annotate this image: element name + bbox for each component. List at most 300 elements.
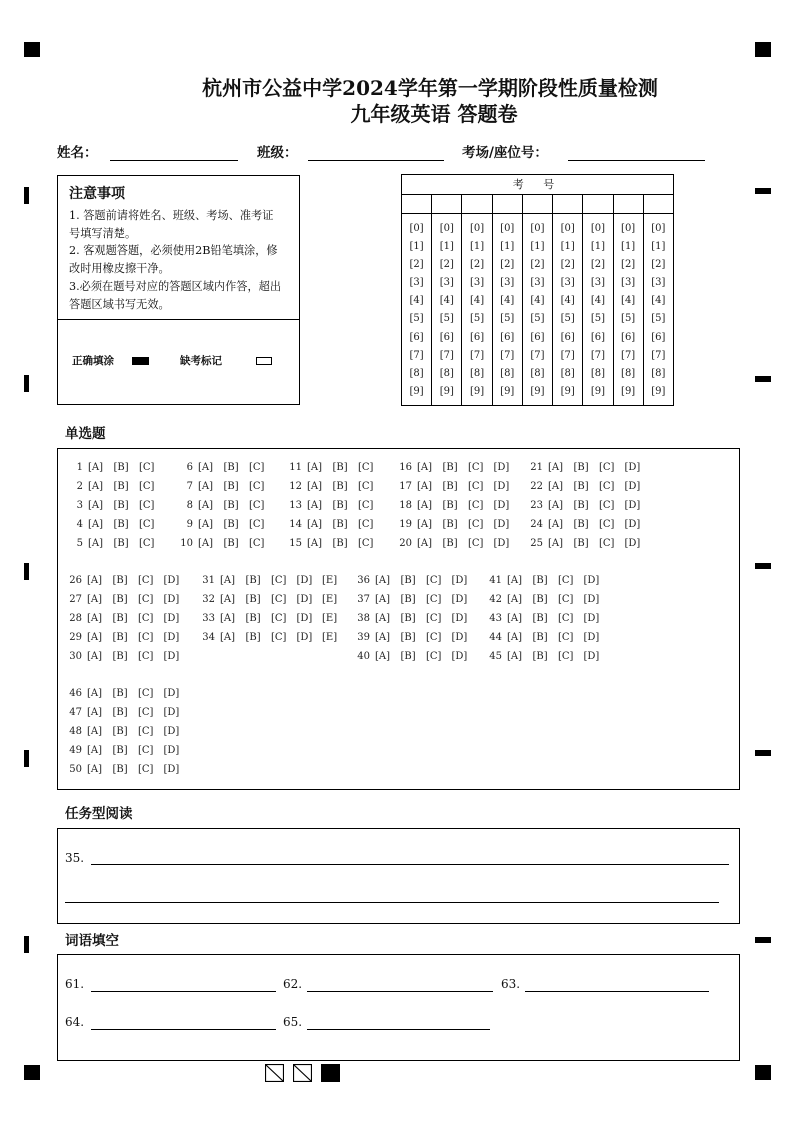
option-bubble-d[interactable]: [D] (451, 650, 468, 662)
digit-bubble[interactable]: [2] (530, 259, 545, 271)
option-bubble-c[interactable]: [C] (249, 518, 265, 530)
option-bubble-b[interactable]: [B] (573, 537, 589, 549)
digit-bubble[interactable]: [8] (621, 367, 636, 379)
option-bubble-b[interactable]: [B] (223, 537, 239, 549)
digit-bubble[interactable]: [4] (590, 295, 605, 307)
digit-bubble[interactable]: [0] (590, 223, 605, 234)
option-bubble-b[interactable]: [B] (400, 574, 416, 586)
option-bubble-b[interactable]: [B] (112, 744, 128, 756)
digit-bubble[interactable]: [6] (560, 331, 575, 343)
digit-bubble[interactable]: [4] (560, 295, 575, 307)
digit-bubble[interactable]: [7] (590, 349, 605, 361)
option-bubble-b[interactable]: [B] (112, 687, 128, 699)
option-bubble-a[interactable]: [A] (548, 537, 564, 549)
option-bubble-a[interactable]: [A] (548, 499, 564, 511)
option-bubble-c[interactable]: [C] (358, 537, 374, 549)
digit-bubble[interactable]: [5] (469, 313, 485, 325)
digit-bubble[interactable]: [2] (651, 259, 666, 271)
option-bubble-a[interactable]: [A] (548, 480, 564, 492)
option-bubble-a[interactable]: [A] (198, 537, 214, 549)
option-bubble-b[interactable]: [B] (332, 518, 348, 530)
option-bubble-b[interactable]: [B] (112, 725, 128, 737)
option-bubble-a[interactable]: [A] (307, 537, 323, 549)
option-bubble-a[interactable]: [A] (87, 650, 103, 662)
option-bubble-c[interactable]: [C] (468, 537, 484, 549)
option-bubble-a[interactable]: [A] (87, 706, 103, 718)
option-bubble-b[interactable]: [B] (112, 612, 128, 624)
exam-number-entry-cell[interactable] (553, 195, 582, 214)
option-bubble-c[interactable]: [C] (599, 499, 615, 511)
option-bubble-b[interactable]: [B] (112, 763, 128, 775)
class-field[interactable] (308, 142, 444, 161)
digit-bubble[interactable]: [3] (439, 277, 454, 289)
option-bubble-c[interactable]: [C] (139, 499, 155, 511)
digit-bubble[interactable]: [0] (651, 223, 666, 234)
option-bubble-b[interactable]: [B] (532, 574, 548, 586)
option-bubble-d[interactable]: [D] (583, 612, 600, 624)
digit-bubble[interactable]: [5] (590, 313, 605, 325)
option-bubble-c[interactable]: [C] (426, 631, 442, 643)
absent-mark-box[interactable] (256, 357, 272, 365)
option-bubble-c[interactable]: [C] (139, 518, 155, 530)
digit-bubble[interactable]: [3] (621, 277, 636, 289)
digit-bubble[interactable]: [8] (560, 367, 575, 379)
option-bubble-d[interactable]: [D] (624, 499, 641, 511)
option-bubble-d[interactable]: [D] (493, 518, 510, 530)
digit-bubble[interactable]: [7] (409, 349, 424, 361)
digit-bubble[interactable]: [1] (530, 241, 545, 253)
option-bubble-a[interactable]: [A] (220, 612, 236, 624)
name-field[interactable] (110, 142, 238, 161)
option-bubble-a[interactable]: [A] (307, 499, 323, 511)
option-bubble-a[interactable]: [A] (548, 461, 564, 473)
option-bubble-a[interactable]: [A] (87, 612, 103, 624)
option-bubble-b[interactable]: [B] (245, 593, 261, 605)
option-bubble-c[interactable]: [C] (426, 574, 442, 586)
option-bubble-c[interactable]: [C] (138, 763, 154, 775)
option-bubble-c[interactable]: [C] (139, 480, 155, 492)
digit-bubble[interactable]: [3] (590, 277, 605, 289)
option-bubble-d[interactable]: [D] (296, 593, 313, 605)
option-bubble-a[interactable]: [A] (220, 593, 236, 605)
digit-bubble[interactable]: [5] (621, 313, 636, 325)
digit-bubble[interactable]: [6] (500, 331, 515, 343)
option-bubble-c[interactable]: [C] (558, 574, 574, 586)
option-bubble-c[interactable]: [C] (558, 612, 574, 624)
digit-bubble[interactable]: [8] (469, 367, 485, 379)
digit-bubble[interactable]: [3] (651, 277, 666, 289)
option-bubble-c[interactable]: [C] (468, 480, 484, 492)
digit-bubble[interactable]: [0] (560, 223, 575, 234)
digit-bubble[interactable]: [4] (621, 295, 636, 307)
digit-bubble[interactable]: [6] (409, 331, 424, 343)
answer-line-65[interactable] (307, 1013, 490, 1030)
option-bubble-c[interactable]: [C] (138, 650, 154, 662)
digit-bubble[interactable]: [1] (621, 241, 636, 253)
digit-bubble[interactable]: [0] (621, 223, 636, 234)
digit-bubble[interactable]: [3] (530, 277, 545, 289)
option-bubble-c[interactable]: [C] (599, 480, 615, 492)
option-bubble-a[interactable]: [A] (507, 574, 523, 586)
option-bubble-c[interactable]: [C] (249, 480, 265, 492)
digit-bubble[interactable]: [8] (500, 367, 515, 379)
answer-line-63[interactable] (525, 975, 709, 992)
option-bubble-b[interactable]: [B] (223, 461, 239, 473)
option-bubble-b[interactable]: [B] (400, 631, 416, 643)
option-bubble-a[interactable]: [A] (88, 461, 104, 473)
digit-bubble[interactable]: [1] (500, 241, 515, 253)
option-bubble-c[interactable]: [C] (138, 687, 154, 699)
option-bubble-c[interactable]: [C] (558, 650, 574, 662)
answer-line-62[interactable] (307, 975, 493, 992)
option-bubble-a[interactable]: [A] (375, 612, 391, 624)
option-bubble-c[interactable]: [C] (358, 499, 374, 511)
option-bubble-a[interactable]: [A] (507, 631, 523, 643)
exam-number-entry-cell[interactable] (583, 195, 612, 214)
option-bubble-a[interactable]: [A] (220, 631, 236, 643)
answer-line-35[interactable] (91, 848, 729, 865)
option-bubble-a[interactable]: [A] (507, 593, 523, 605)
option-bubble-b[interactable]: [B] (112, 593, 128, 605)
option-bubble-c[interactable]: [C] (599, 461, 615, 473)
option-bubble-b[interactable]: [B] (332, 537, 348, 549)
digit-bubble[interactable]: [7] (621, 349, 636, 361)
option-bubble-a[interactable]: [A] (375, 631, 391, 643)
option-bubble-a[interactable]: [A] (88, 518, 104, 530)
option-bubble-d[interactable]: [D] (583, 631, 600, 643)
digit-bubble[interactable]: [9] (560, 385, 575, 397)
digit-bubble[interactable]: [2] (469, 259, 485, 271)
option-bubble-d[interactable]: [D] (163, 725, 180, 737)
answer-line-61[interactable] (91, 975, 276, 992)
option-bubble-d[interactable]: [D] (451, 593, 468, 605)
option-bubble-d[interactable]: [D] (451, 574, 468, 586)
option-bubble-a[interactable]: [A] (87, 725, 103, 737)
option-bubble-a[interactable]: [A] (198, 499, 214, 511)
digit-bubble[interactable]: [1] (409, 241, 424, 253)
digit-bubble[interactable]: [1] (651, 241, 666, 253)
option-bubble-c[interactable]: [C] (426, 650, 442, 662)
digit-bubble[interactable]: [5] (439, 313, 454, 325)
digit-bubble[interactable]: [9] (469, 385, 485, 397)
digit-bubble[interactable]: [8] (439, 367, 454, 379)
option-bubble-b[interactable]: [B] (532, 612, 548, 624)
digit-bubble[interactable]: [7] (500, 349, 515, 361)
option-bubble-b[interactable]: [B] (223, 499, 239, 511)
option-bubble-c[interactable]: [C] (138, 593, 154, 605)
option-bubble-a[interactable]: [A] (198, 461, 214, 473)
option-bubble-c[interactable]: [C] (468, 499, 484, 511)
option-bubble-a[interactable]: [A] (198, 480, 214, 492)
option-bubble-c[interactable]: [C] (249, 537, 265, 549)
digit-bubble[interactable]: [8] (590, 367, 605, 379)
digit-bubble[interactable]: [1] (560, 241, 575, 253)
option-bubble-c[interactable]: [C] (138, 612, 154, 624)
option-bubble-a[interactable]: [A] (417, 518, 433, 530)
option-bubble-c[interactable]: [C] (138, 574, 154, 586)
option-bubble-c[interactable]: [C] (271, 574, 287, 586)
digit-bubble[interactable]: [0] (500, 223, 515, 234)
digit-bubble[interactable]: [4] (651, 295, 666, 307)
option-bubble-d[interactable]: [D] (163, 612, 180, 624)
digit-bubble[interactable]: [1] (469, 241, 485, 253)
option-bubble-b[interactable]: [B] (442, 537, 458, 549)
exam-number-entry-cell[interactable] (644, 195, 673, 214)
option-bubble-a[interactable]: [A] (375, 593, 391, 605)
option-bubble-a[interactable]: [A] (375, 650, 391, 662)
option-bubble-d[interactable]: [D] (451, 631, 468, 643)
option-bubble-c[interactable]: [C] (138, 706, 154, 718)
digit-bubble[interactable]: [6] (651, 331, 666, 343)
digit-bubble[interactable]: [5] (409, 313, 424, 325)
digit-bubble[interactable]: [6] (530, 331, 545, 343)
option-bubble-a[interactable]: [A] (375, 574, 391, 586)
option-bubble-b[interactable]: [B] (112, 574, 128, 586)
question-28 (69, 609, 189, 628)
option-bubble-b[interactable]: [B] (113, 537, 129, 549)
digit-bubble[interactable]: [2] (409, 259, 424, 271)
digit-bubble[interactable]: [2] (500, 259, 515, 271)
answer-line-35-continued[interactable] (65, 886, 719, 903)
digit-bubble[interactable]: [6] (590, 331, 605, 343)
digit-bubble[interactable]: [6] (469, 331, 485, 343)
option-bubble-a[interactable]: [A] (87, 763, 103, 775)
option-bubble-b[interactable]: [B] (400, 650, 416, 662)
option-bubble-d[interactable]: [D] (493, 461, 510, 473)
digit-bubble[interactable]: [3] (500, 277, 515, 289)
digit-bubble[interactable]: [7] (530, 349, 545, 361)
option-bubble-a[interactable]: [A] (417, 499, 433, 511)
option-bubble-b[interactable]: [B] (245, 612, 261, 624)
option-bubble-c[interactable]: [C] (271, 631, 287, 643)
exam-number-entry-cell[interactable] (614, 195, 643, 214)
option-bubble-c[interactable]: [C] (358, 461, 374, 473)
option-bubble-b[interactable]: [B] (442, 461, 458, 473)
option-bubble-b[interactable]: [B] (223, 518, 239, 530)
option-bubble-e[interactable]: [E] (322, 593, 338, 605)
option-bubble-b[interactable]: [B] (442, 480, 458, 492)
option-bubble-d[interactable]: [D] (493, 480, 510, 492)
option-bubble-d[interactable]: [D] (163, 687, 180, 699)
exam-number-entry-cell[interactable] (432, 195, 461, 214)
option-bubble-d[interactable]: [D] (163, 631, 180, 643)
option-bubble-d[interactable]: [D] (493, 499, 510, 511)
option-bubble-b[interactable]: [B] (113, 461, 129, 473)
option-bubble-c[interactable]: [C] (249, 499, 265, 511)
exam-number-entry-cell[interactable] (523, 195, 552, 214)
option-bubble-a[interactable]: [A] (417, 537, 433, 549)
option-bubble-a[interactable]: [A] (417, 461, 433, 473)
digit-bubble[interactable]: [0] (439, 223, 454, 234)
option-bubble-a[interactable]: [A] (87, 631, 103, 643)
option-bubble-a[interactable]: [A] (307, 461, 323, 473)
option-bubble-d[interactable]: [D] (624, 537, 641, 549)
option-bubble-a[interactable]: [A] (88, 499, 104, 511)
digit-bubble[interactable]: [5] (560, 313, 575, 325)
option-bubble-b[interactable]: [B] (573, 518, 589, 530)
option-bubble-c[interactable]: [C] (138, 744, 154, 756)
option-bubble-a[interactable]: [A] (198, 518, 214, 530)
digit-bubble[interactable]: [9] (439, 385, 454, 397)
option-bubble-c[interactable]: [C] (249, 461, 265, 473)
digit-bubble[interactable]: [4] (469, 295, 485, 307)
option-bubble-b[interactable]: [B] (400, 612, 416, 624)
option-bubble-d[interactable]: [D] (493, 537, 510, 549)
option-bubble-d[interactable]: [D] (583, 593, 600, 605)
option-bubble-a[interactable]: [A] (307, 518, 323, 530)
option-bubble-d[interactable]: [D] (163, 744, 180, 756)
option-bubble-a[interactable]: [A] (507, 612, 523, 624)
option-bubble-b[interactable]: [B] (332, 480, 348, 492)
option-bubble-d[interactable]: [D] (163, 763, 180, 775)
digit-bubble[interactable]: [4] (409, 295, 424, 307)
digit-bubble[interactable]: [0] (409, 223, 424, 234)
option-bubble-c[interactable]: [C] (139, 537, 155, 549)
exam-number-entry-cell[interactable] (462, 195, 491, 214)
digit-bubble[interactable]: [1] (590, 241, 605, 253)
digit-bubble[interactable]: [7] (560, 349, 575, 361)
digit-bubble[interactable]: [4] (530, 295, 545, 307)
question-number: 3 (76, 499, 83, 511)
option-bubble-c[interactable]: [C] (599, 537, 615, 549)
digit-bubble[interactable]: [2] (621, 259, 636, 271)
option-bubble-b[interactable]: [B] (113, 480, 129, 492)
option-bubble-b[interactable]: [B] (400, 593, 416, 605)
option-bubble-c[interactable]: [C] (599, 518, 615, 530)
option-bubble-c[interactable]: [C] (426, 593, 442, 605)
digit-bubble[interactable]: [0] (530, 223, 545, 234)
option-bubble-d[interactable]: [D] (451, 612, 468, 624)
option-bubble-a[interactable]: [A] (507, 650, 523, 662)
option-bubble-e[interactable]: [E] (322, 574, 338, 586)
exam-number-entry-cell[interactable] (402, 195, 431, 214)
digit-bubble[interactable]: [1] (439, 241, 454, 253)
digit-bubble[interactable]: [4] (500, 295, 515, 307)
option-bubble-a[interactable]: [A] (87, 593, 103, 605)
option-bubble-d[interactable]: [D] (624, 518, 641, 530)
option-bubble-c[interactable]: [C] (358, 480, 374, 492)
digit-bubble[interactable]: [9] (651, 385, 666, 397)
option-bubble-d[interactable]: [D] (296, 574, 313, 586)
option-bubble-c[interactable]: [C] (558, 593, 574, 605)
option-bubble-e[interactable]: [E] (322, 612, 338, 624)
digit-bubble[interactable]: [5] (530, 313, 545, 325)
option-bubble-b[interactable]: [B] (442, 518, 458, 530)
notice-title: 注意事项 (69, 186, 125, 202)
digit-bubble[interactable]: [3] (409, 277, 424, 289)
option-bubble-c[interactable]: [C] (271, 612, 287, 624)
digit-bubble[interactable]: [9] (409, 385, 424, 397)
option-bubble-b[interactable]: [B] (112, 706, 128, 718)
option-bubble-b[interactable]: [B] (112, 631, 128, 643)
digit-bubble[interactable]: [7] (439, 349, 454, 361)
digit-bubble[interactable]: [3] (469, 277, 485, 289)
option-bubble-d[interactable]: [D] (583, 574, 600, 586)
question-number: 45 (489, 650, 502, 662)
digit-bubble[interactable]: [8] (651, 367, 666, 379)
seat-field[interactable] (568, 142, 705, 161)
option-bubble-d[interactable]: [D] (624, 480, 641, 492)
exam-number-entry-cell[interactable] (493, 195, 522, 214)
option-bubble-b[interactable]: [B] (223, 480, 239, 492)
digit-bubble[interactable]: [8] (530, 367, 545, 379)
option-bubble-b[interactable]: [B] (532, 650, 548, 662)
digit-bubble[interactable]: [2] (439, 259, 454, 271)
option-bubble-b[interactable]: [B] (532, 631, 548, 643)
option-bubble-b[interactable]: [B] (573, 461, 589, 473)
digit-bubble[interactable]: [5] (651, 313, 666, 325)
digit-bubble[interactable]: [9] (500, 385, 515, 397)
option-bubble-b[interactable]: [B] (332, 499, 348, 511)
option-bubble-b[interactable]: [B] (573, 499, 589, 511)
option-bubble-d[interactable]: [D] (163, 574, 180, 586)
digit-bubble[interactable]: [0] (469, 223, 485, 234)
option-bubble-a[interactable]: [A] (88, 480, 104, 492)
option-bubble-a[interactable]: [A] (87, 574, 103, 586)
option-bubble-c[interactable]: [C] (558, 631, 574, 643)
option-bubble-a[interactable]: [A] (220, 574, 236, 586)
option-bubble-b[interactable]: [B] (245, 631, 261, 643)
digit-bubble[interactable]: [7] (651, 349, 666, 361)
digit-bubble[interactable]: [9] (590, 385, 605, 397)
option-bubble-a[interactable]: [A] (307, 480, 323, 492)
option-bubble-d[interactable]: [D] (163, 593, 180, 605)
option-bubble-d[interactable]: [D] (163, 650, 180, 662)
option-bubble-d[interactable]: [D] (296, 631, 313, 643)
option-bubble-c[interactable]: [C] (139, 461, 155, 473)
option-bubble-b[interactable]: [B] (442, 499, 458, 511)
option-bubble-a[interactable]: [A] (548, 518, 564, 530)
answer-line-64[interactable] (91, 1013, 276, 1030)
digit-bubble[interactable]: [2] (560, 259, 575, 271)
digit-bubble[interactable]: [4] (439, 295, 454, 307)
digit-bubble[interactable]: [8] (409, 367, 424, 379)
option-bubble-d[interactable]: [D] (624, 461, 641, 473)
option-bubble-c[interactable]: [C] (358, 518, 374, 530)
option-bubble-c[interactable]: [C] (138, 725, 154, 737)
digit-bubble[interactable]: [6] (439, 331, 454, 343)
option-bubble-d[interactable]: [D] (163, 706, 180, 718)
option-bubble-c[interactable]: [C] (468, 461, 484, 473)
option-bubble-a[interactable]: [A] (88, 537, 104, 549)
option-bubble-a[interactable]: [A] (417, 480, 433, 492)
digit-bubble[interactable]: [2] (590, 259, 605, 271)
option-bubble-d[interactable]: [D] (296, 612, 313, 624)
option-bubble-c[interactable]: [C] (138, 631, 154, 643)
option-bubble-e[interactable]: [E] (322, 631, 338, 643)
option-bubble-b[interactable]: [B] (532, 593, 548, 605)
option-bubble-b[interactable]: [B] (245, 574, 261, 586)
option-bubble-c[interactable]: [C] (271, 593, 287, 605)
option-bubble-a[interactable]: [A] (87, 744, 103, 756)
digit-bubble[interactable]: [6] (621, 331, 636, 343)
option-bubble-b[interactable]: [B] (113, 518, 129, 530)
digit-bubble[interactable]: [5] (500, 313, 515, 325)
digit-bubble[interactable]: [9] (530, 385, 545, 397)
option-bubble-a[interactable]: [A] (87, 687, 103, 699)
option-bubble-b[interactable]: [B] (112, 650, 128, 662)
option-bubble-c[interactable]: [C] (426, 612, 442, 624)
option-bubble-c[interactable]: [C] (468, 518, 484, 530)
digit-bubble[interactable]: [7] (469, 349, 485, 361)
option-bubble-b[interactable]: [B] (573, 480, 589, 492)
exam-number-grid (401, 174, 674, 406)
option-bubble-d[interactable]: [D] (583, 650, 600, 662)
digit-bubble[interactable]: [3] (560, 277, 575, 289)
option-bubble-b[interactable]: [B] (113, 499, 129, 511)
option-bubble-b[interactable]: [B] (332, 461, 348, 473)
digit-bubble[interactable]: [9] (621, 385, 636, 397)
